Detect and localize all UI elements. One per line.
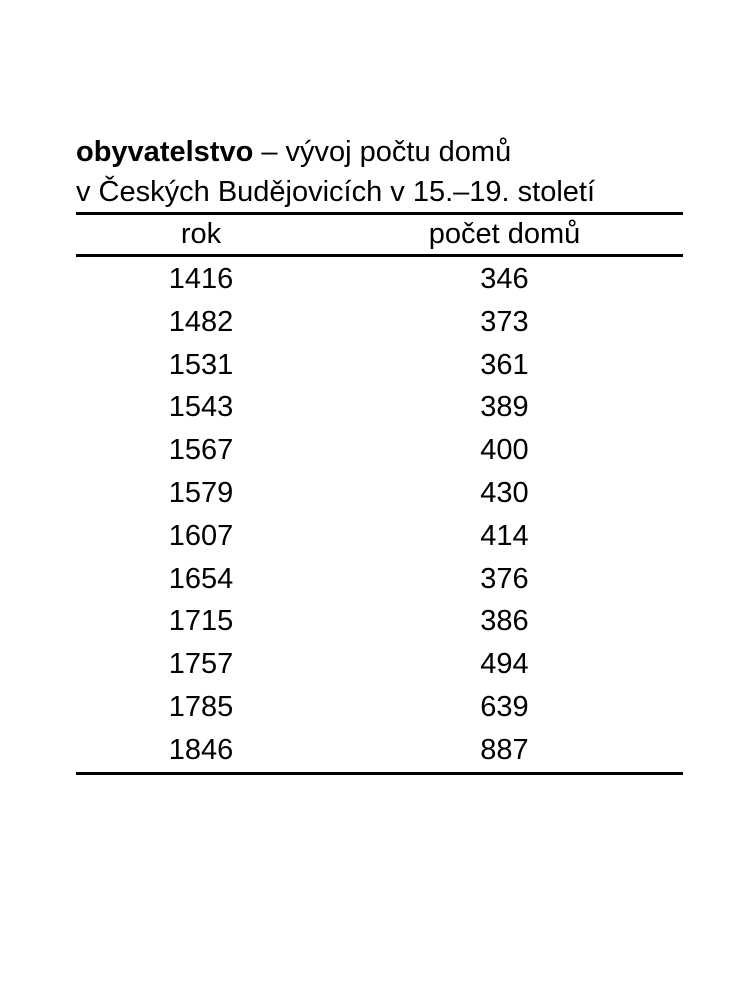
title-line-1 — [76, 132, 683, 172]
table-header — [76, 214, 683, 254]
table-row — [76, 686, 683, 729]
cell-year: 1567 — [168, 434, 234, 467]
cell-year: 1416 — [168, 263, 234, 295]
cell-count: 494 — [480, 648, 529, 681]
cell-count: 430 — [480, 476, 529, 509]
table-row — [76, 429, 683, 472]
cell-count: 386 — [480, 605, 529, 638]
cell-year: 1715 — [168, 605, 234, 638]
table-row — [76, 643, 683, 686]
cell-count: 414 — [480, 519, 529, 552]
cell-year: 1482 — [168, 305, 234, 338]
cell-count: 389 — [480, 391, 529, 424]
cell-year: 1785 — [168, 690, 234, 723]
table-body — [76, 257, 683, 772]
title-bold: obyvatelstvo — [76, 136, 254, 168]
cell-count: 400 — [480, 434, 529, 467]
cell-year: 1543 — [168, 391, 234, 424]
cell-year: 1579 — [168, 476, 234, 509]
header-count: počet domů — [428, 218, 581, 250]
table-row — [76, 600, 683, 643]
cell-count: 887 — [480, 733, 529, 766]
table-row — [76, 729, 683, 772]
cell-count: 373 — [480, 305, 529, 338]
cell-count: 639 — [480, 690, 529, 723]
table-row — [76, 472, 683, 515]
cell-count: 346 — [480, 263, 529, 295]
table-row — [76, 301, 683, 344]
table-row — [76, 344, 683, 387]
cell-year: 1757 — [168, 648, 234, 681]
cell-count: 376 — [480, 562, 529, 595]
table-row — [76, 558, 683, 601]
table-row — [76, 258, 683, 301]
cell-year: 1531 — [168, 348, 234, 381]
cell-count: 361 — [480, 348, 529, 381]
cell-year: 1654 — [168, 562, 234, 595]
table-row — [76, 515, 683, 558]
cell-year: 1846 — [168, 733, 234, 766]
bottom-rule — [76, 772, 683, 775]
document — [76, 132, 683, 775]
title-rest: – vývoj počtu domů — [253, 136, 512, 168]
title-line-2: v Českých Budějovicích v 15.–19. století — [76, 176, 596, 208]
header-year: rok — [180, 218, 222, 250]
table-row — [76, 386, 683, 429]
cell-year: 1607 — [168, 519, 234, 552]
